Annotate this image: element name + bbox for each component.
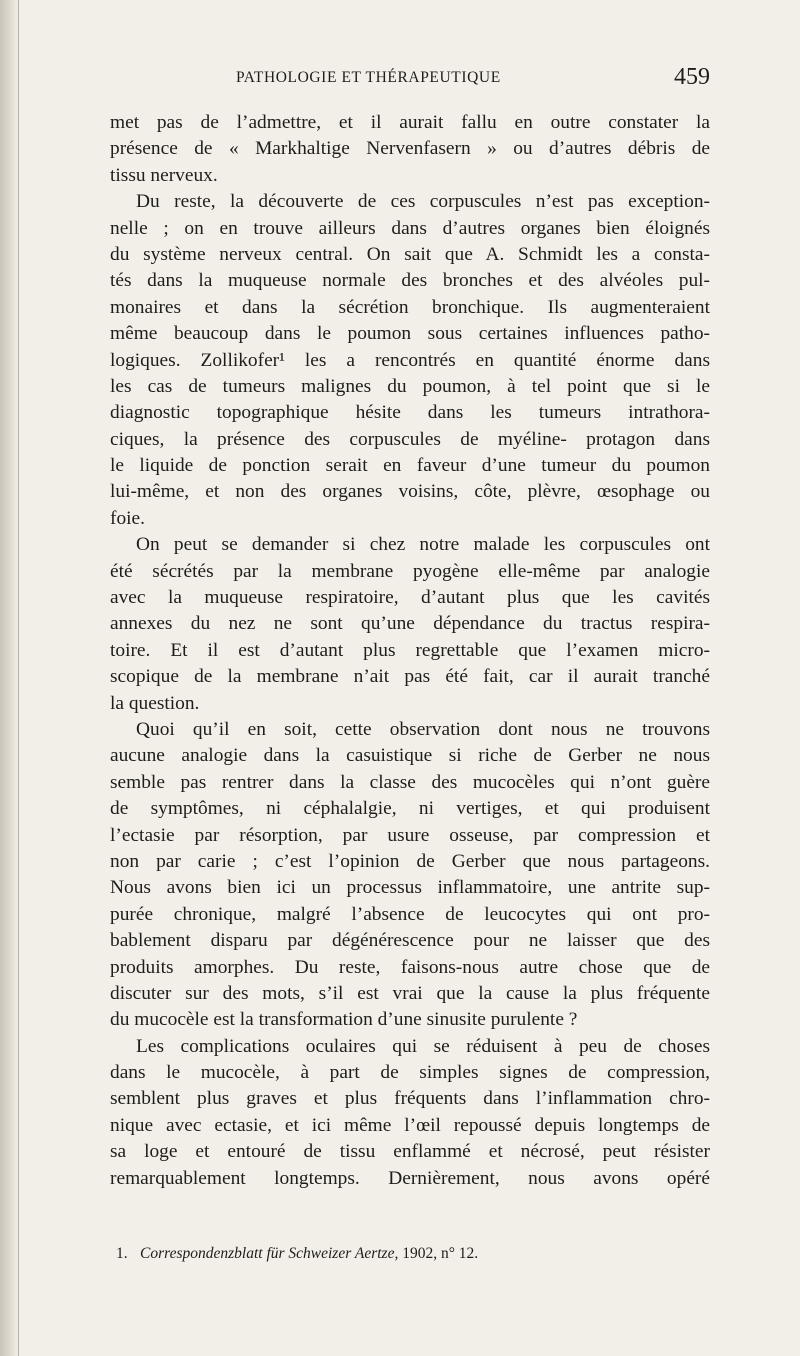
text-line: avec la muqueuse respiratoire, d’autant plus que les cavités — [110, 587, 710, 609]
text-line: Les complications oculaires qui se réduisent à peu de choses — [136, 1035, 710, 1057]
text-line: logiques. Zollikofer¹ les a rencontrés en quantité énorme dans — [110, 349, 710, 371]
text-line: dans le mucocèle, à part de simples signes de compression, — [110, 1062, 710, 1084]
text-line: tissu nerveux. — [110, 164, 218, 186]
text-line: foie. — [110, 507, 145, 529]
text-line: du système nerveux central. On sait que A. Schmidt les a consta- — [110, 243, 710, 265]
page-spine-edge — [18, 0, 19, 1356]
text-line: toire. Et il est d’autant plus regrettable que l’examen micro- — [110, 639, 710, 661]
text-line: monaires et dans la sécrétion bronchique. Ils augmenteraient — [110, 296, 710, 318]
text-line: la question. — [110, 692, 200, 714]
text-line: semblent plus graves et plus fréquents dans l’inflammation chro- — [110, 1088, 710, 1110]
text-line: aucune analogie dans la casuistique si riche de Gerber ne nous — [110, 745, 710, 767]
text-line: tés dans la muqueuse normale des bronches et des alvéoles pul- — [110, 270, 710, 292]
text-line: lui-même, et non des organes voisins, côte, plèvre, œsophage ou — [110, 481, 710, 503]
text-line: les cas de tumeurs malignes du poumon, à tel point que si le — [110, 375, 710, 397]
text-line: présence de « Markhaltige Nervenfasern » ou d’autres débris de — [110, 138, 710, 160]
page-number: 459 — [674, 64, 710, 90]
text-line: sa loge et entouré de tissu enflammé et nécrosé, peut résister — [110, 1141, 710, 1163]
text-line: Nous avons bien ici un processus inflammatoire, une antrite sup- — [110, 877, 710, 899]
text-line: le liquide de ponction serait en faveur d’une tumeur du poumon — [110, 455, 710, 477]
text-line: annexes du nez ne sont qu’une dépendance du tractus respira- — [110, 613, 710, 635]
footnote-citation: 1902, n° 12. — [398, 1245, 479, 1262]
footnote — [110, 1245, 710, 1263]
text-line: diagnostic topographique hésite dans les tumeurs intrathora- — [110, 402, 710, 424]
text-line: ciques, la présence des corpuscules de myéline- protagon dans — [110, 428, 710, 450]
text-line: nelle ; on en trouve ailleurs dans d’autres organes bien éloignés — [110, 217, 710, 239]
text-line: Du reste, la découverte de ces corpuscules n’est pas exception- — [136, 191, 710, 213]
text-line: même beaucoup dans le poumon sous certaines influences patho- — [110, 323, 710, 345]
text-line: Quoi qu’il en soit, cette observation dont nous ne trouvons — [136, 718, 710, 740]
text-line: scopique de la membrane n’ait pas été fait, car il aurait tranché — [110, 666, 710, 688]
text-line: semble pas rentrer dans la classe des mucocèles qui n’ont guère — [110, 771, 710, 793]
text-line: non par carie ; c’est l’opinion de Gerber que nous partageons. — [110, 850, 710, 872]
running-title: PATHOLOGIE ET THÉRAPEUTIQUE — [236, 69, 501, 86]
footnote-journal-title: Correspondenzblatt für Schweizer Aertze, — [140, 1245, 399, 1262]
text-line: l’ectasie par résorption, par usure osseuse, par compression et — [110, 824, 710, 846]
page-spine-shadow — [0, 0, 20, 1356]
text-line: nique avec ectasie, et ici même l’œil repoussé depuis longtemps de — [110, 1114, 710, 1136]
text-line: bablement disparu par dégénérescence pour ne laisser que des — [110, 930, 710, 952]
text-line: du mucocèle est la transformation d’une sinusite purulente ? — [110, 1009, 578, 1031]
text-line: remarquablement longtemps. Dernièrement, nous avons opéré — [110, 1167, 710, 1189]
text-line: produits amorphes. Du reste, faisons-nous autre chose que de — [110, 956, 710, 978]
body-text — [110, 110, 710, 1192]
text-line: met pas de l’admettre, et il aurait fallu en outre constater la — [110, 112, 710, 133]
footnote-number: 1. — [116, 1245, 128, 1262]
text-line: été sécrétés par la membrane pyogène elle-même par analogie — [110, 560, 710, 582]
text-line: purée chronique, malgré l’absence de leucocytes qui ont pro- — [110, 903, 710, 925]
page-header — [110, 64, 710, 94]
text-line: discuter sur des mots, s’il est vrai que la cause la plus fréquente — [110, 982, 710, 1004]
text-line: On peut se demander si chez notre malade les corpuscules ont — [136, 534, 710, 556]
text-line: de symptômes, ni céphalalgie, ni vertiges, et qui produisent — [110, 798, 710, 820]
